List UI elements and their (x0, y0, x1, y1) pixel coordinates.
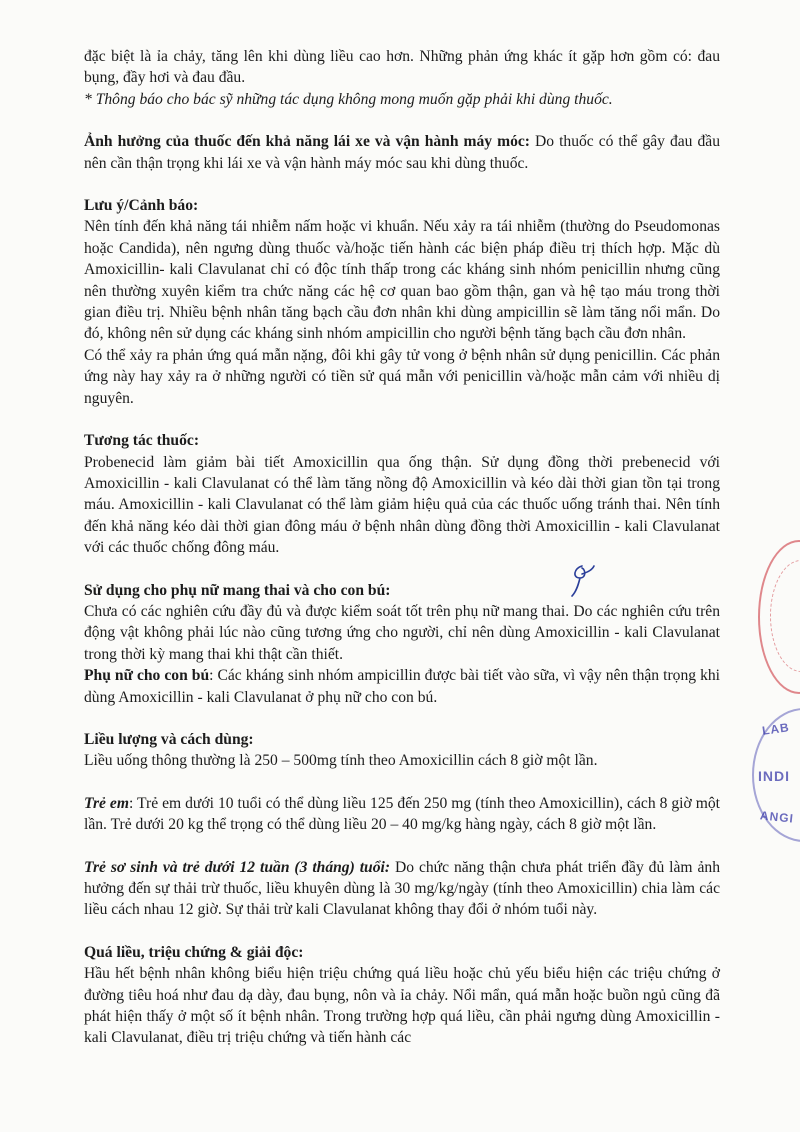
heading-driving: Ảnh hưởng của thuốc đến khả năng lái xe và vận hành máy móc: (84, 133, 531, 151)
lactation-paragraph (84, 665, 720, 708)
heading-interaction: Tương tác thuốc: (84, 432, 200, 450)
children-paragraph (84, 793, 720, 836)
children-title: Trẻ em (84, 794, 129, 812)
heading-dosage: Liều lượng và cách dùng: (84, 730, 254, 748)
infant-text: Do chức năng thận chưa phát triển đầy đủ làm ảnh hưởng đến sự thải trừ thuốc, liều khuyên dùng là 30 mg/kg/ngày (tính theo Amoxicillin) chia làm các liều cách nhau 12 giờ. Sự thải trừ kali Clavulanat không thay đổi ở nhóm tuổi này. (84, 858, 720, 919)
warning-paragraph-1: Nên tính đến khả năng tái nhiễm nấm hoặc vi khuẩn. Nếu xảy ra tái nhiễm (thường do Pseudomonas hoặc Candida), nên ngưng dùng thuốc và/hoặc tiến hành các biện pháp điều trị thích hợp. Mặc dù Amoxicillin- kali Clavulanat chỉ có độc tính thấp trong các kháng sinh nhóm penicillin nhưng cũng nên thường xuyên kiểm tra chức năng các hệ cơ quan bao gồm thận, gan và hệ tạo máu trong thời gian điều trị. Nhiều bệnh nhân tăng bạch cầu đơn nhân khi dùng ampicillin sẽ làm tăng nổi mẩn. Do đó, không nên sử dụng các kháng sinh nhóm ampicillin cho người bệnh tăng bạch cầu đơn nhân. (84, 218, 720, 343)
lactation-text: : Các kháng sinh nhóm ampicillin được bài tiết vào sữa, vì vậy nên thận trọng khi dùng Amoxicillin - kali Clavulanat ở phụ nữ cho con bú. (84, 667, 720, 706)
children-text: : Trẻ em dưới 10 tuổi có thể dùng liều 125 đến 250 mg (tính theo Amoxicillin), cách 8 giờ một lần. Trẻ dưới 20 kg thể trọng có thể dùng liều 20 – 40 mg/kg hàng ngày, cách 8 giờ một lần. (84, 794, 720, 834)
stamp-text-ind: INDI (758, 768, 790, 784)
document-page (84, 46, 720, 1049)
paragraph-driving (84, 131, 720, 174)
red-stamp-fragment (758, 540, 800, 694)
interaction-paragraph: Probenecid làm giảm bài tiết Amoxicillin qua ống thận. Sử dụng đồng thời prebenecid với Amoxicillin - kali Clavulanat có thể làm tăng nồng độ Amoxicillin và kéo dài thời gian tồn tại trong máu. Amoxicillin - kali Clavulanat có thể làm giảm hiệu quả của các thuốc uống tránh thai. Nên tính đến khả năng kéo dài thời gian đông máu ở bệnh nhân dùng đồng thời Amoxicillin - kali Clavulanat với các thuốc chống đông máu. (84, 453, 720, 557)
lactation-title: Phụ nữ cho con bú (84, 667, 210, 685)
heading-overdose: Quá liều, triệu chứng & giải độc: (84, 943, 304, 961)
heading-warning: Lưu ý/Cảnh báo: (84, 197, 199, 215)
dosage-paragraph: Liều uống thông thường là 250 – 500mg tính theo Amoxicillin cách 8 giờ một lần. (84, 752, 598, 770)
infant-title: Trẻ sơ sinh và trẻ dưới 12 tuần (3 tháng) tuổi: (84, 858, 391, 876)
signature-mark (560, 560, 600, 600)
side-effects-note: * Thông báo cho bác sỹ những tác dụng không mong muốn gặp phải khi dùng thuốc. (84, 90, 613, 108)
paragraph-side-effects: đặc biệt là ỉa chảy, tăng lên khi dùng liều cao hơn. Những phản ứng khác ít gặp hơn gồm có: đau bụng, đầy hơi và đau đầu. (84, 48, 720, 87)
overdose-paragraph: Hầu hết bệnh nhân không biểu hiện triệu chứng quá liều hoặc chủ yếu biểu hiện các triệu chứng ở đường tiêu hoá như đau dạ dày, đau bụng, nôn và ỉa chảy. Nổi mẩn, quá mẫn hoặc buồn ngủ cũng đã phát hiện thấy ở một số ít bệnh nhân. Trong trường hợp quá liều, cần phải ngưng dùng Amoxicillin - kali Clavulanat, điều trị triệu chứng và tiến hành các (84, 965, 720, 1047)
warning-paragraph-2: Có thể xảy ra phản ứng quá mẫn nặng, đôi khi gây tử vong ở bệnh nhân sử dụng penicillin. Các phản ứng này hay xảy ra ở những người có tiền sử quá mẫn với penicillin và/hoặc mẫn cảm với nhiều dị nguyên. (84, 346, 720, 407)
driving-text: Do thuốc có thể gây đau đầu nên cần thận trọng khi lái xe và vận hành máy móc sau khi dùng thuốc. (84, 133, 720, 172)
stamp-text-ang: ANGI (759, 808, 795, 826)
infant-paragraph (84, 857, 720, 921)
stamp-text-lab: LAB (761, 720, 791, 738)
heading-pregnancy: Sử dụng cho phụ nữ mang thai và cho con bú: (84, 581, 391, 599)
pregnancy-paragraph: Chưa có các nghiên cứu đầy đủ và được kiểm soát tốt trên phụ nữ mang thai. Do các nghiên cứu trên động vật không phải lúc nào cũng tương ứng cho người, chỉ nên dùng Amoxicillin - kali Clavulanat trong thời kỳ mang thai khi thật cần thiết. (84, 602, 720, 663)
